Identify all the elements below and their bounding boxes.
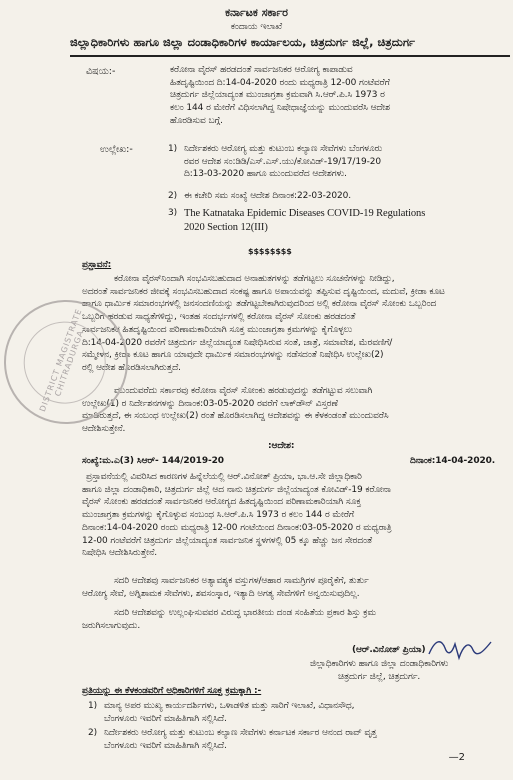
exemption-paragraph: ಸದರಿ ಆದೇಶವು ಸಾರ್ವಜನಿಕರ ಅತ್ಯಾವಶ್ಯಕ ವಸ್ತುಗಳ/ಆಹಾರ ಸಾಮಗ್ರಿಗಳ ಪೂರೈಕೆಗೆ, ತುರ್ತು ಆರೋಗ್ಯ ಸೇವೆ, ಅಗ್ನಿಶಾಮಕ ಸೇವೆಗಳು, ಶವಸಂಸ್ಕಾರ, ಇತ್ಯಾದಿ ಅಗತ್ಯ ಸೇವೆಗಳಿಗೆ ಅನ್ವಯಿಸುವುದಿಲ್ಲ. (82, 576, 369, 599)
preamble-title: ಪ್ರಸ್ತಾವನೆ: (82, 260, 112, 270)
cc-1: ಮಾನ್ಯ ಅಪರ ಮುಖ್ಯ ಕಾರ್ಯದರ್ಶಿಗಳು, ಒಳಾಡಳಿತ ಮತ್ತು ಸಾರಿಗೆ ಇಲಾಖೆ, ವಿಧಾನಸೌಧ, ಬೆಂಗಳೂರು ಇವರಿಗೆ ಮಾಹಿತಿಗಾಗಿ ಸಲ್ಲಿಸಿದೆ. (104, 701, 355, 724)
cc-1-num: 1) (88, 701, 98, 711)
reference-1: ನಿರ್ದೇಶಕರು ಆರೋಗ್ಯ ಮತ್ತು ಕುಟುಂಬ ಕಲ್ಯಾಣ ಸೇವೆಗಳು ಬೆಂಗಳೂರು ರವರ ಆದೇಶ ಸಂ:ಡಿಡಿ/ಎಸ್.ಎಸ್.ಯು/ಕೋವಿಡ್-19/17/19-20 ದಿ:13-03-2020 ಹಾಗೂ ಮುಂದುವರೆದ ಆದೇಶಗಳು. (184, 144, 383, 180)
penalty-paragraph: ಸದರಿ ಆದೇಶವನ್ನು ಉಲ್ಲಂಘಿಸುವವರ ವಿರುದ್ಧ ಭಾರತೀಯ ದಂಡ ಸಂಹಿತೆಯ ಪ್ರಕಾರ ಶಿಸ್ತು ಕ್ರಮ ಜರುಗಿಸಲಾಗುವುದು. (82, 608, 376, 631)
order-body: ಪ್ರಸ್ತಾವನೆಯಲ್ಲಿ ವಿವರಿಸಿದ ಕಾರಣಗಳ ಹಿನ್ನೆಲೆಯಲ್ಲಿ ಆರ್.ವಿನೋತ್ ಪ್ರಿಯಾ, ಭಾ.ಆ.ಸೇ ಜಿಲ್ಲಾಧಿಕಾರಿ ಹಾಗೂ ಜಿಲ್ಲಾ ದಂಡಾಧಿಕಾರಿ, ಚಿತ್ರದುರ್ಗ ಜಿಲ್ಲೆ ಆದ ನಾನು ಚಿತ್ರದುರ್ಗ ಜಿಲ್ಲೆಯಾದ್ಯಂತ ಕೋವಿಡ್-19 ಕರೋನಾ ವೈರಸ್ ಸೋಂಕು ಹರಡದಂತೆ ಸಾರ್ವಜನಿಕರ ಆರೋಗ್ಯದ ಹಿತದೃಷ್ಟಿಯಿಂದ ಪರಿಣಾಮಕಾರಿಯಾಗಿ ಸೂಕ್ತ ಮುಂಜಾಗ್ರತಾ ಕ್ರಮಗಳನ್ನು ಕೈಗೊಳ್ಳುವ ಸಂಬಂಧ ಸಿ.ಆರ್.ಪಿ.ಸಿ 1973 ರ ಕಲಂ 144 ರ ಮೇರೆಗೆ ದಿನಾಂಕ:14-04-2020 ರಂದು ಮಧ್ಯರಾತ್ರಿ 12-00 ಗಂಟೆಯಿಂದ ದಿನಾಂಕ:03-05-2020 ರ ಮಧ್ಯರಾತ್ರಿ 12-00 ಗಂಟೆವರೆಗೆ ಚಿತ್ರದುರ್ಗ ಜಿಲ್ಲೆಯಾದ್ಯಂತ ಸಾರ್ವಜನಿಕ ಸ್ಥಳಗಳಲ್ಲಿ 05 ಕ್ಕೂ ಹೆಚ್ಚು ಜನ ಸೇರದಂತೆ ನಿಷೇಧಿಸಿ ಆದೇಶಿಸಿರುತ್ತೇನೆ. (82, 472, 392, 559)
header-rule (70, 55, 510, 57)
order-date: ದಿನಾಂಕ:14-04-2020. (410, 456, 496, 466)
order-title: :ಆದೇಶ: (268, 441, 295, 451)
signatory-title: ಜಿಲ್ಲಾಧಿಕಾರಿಗಳು ಹಾಗೂ ಜಿಲ್ಲಾ ದಂಡಾಧಿಕಾರಿಗಳು (310, 659, 449, 669)
reference-3-num: 3) (168, 208, 178, 218)
office-heading: ಜಿಲ್ಲಾಧಿಕಾರಿಗಳು ಹಾಗೂ ಜಿಲ್ಲಾ ದಂಡಾಧಿಕಾರಿಗಳ ಕಾರ್ಯಾಲಯ, ಚಿತ್ರದುರ್ಗ ಜಿಲ್ಲೆ, ಚಿತ್ರದುರ್ಗ (70, 35, 416, 49)
cc-2: ನಿರ್ದೇಶಕರು ಆರೋಗ್ಯ ಮತ್ತು ಕುಟುಂಬ ಕಲ್ಯಾಣ ಸೇವೆಗಳು ಕರ್ನಾಟಕ ಸರ್ಕಾರ ಆನಂದ ರಾವ್ ವೃತ್ತ ಬೆಂಗಳೂರು ಇವರಿಗೆ ಮಾಹಿತಿಗಾಗಿ ಸಲ್ಲಿಸಿದೆ. (104, 728, 377, 751)
subject-label: ವಿಷಯ:- (86, 66, 116, 77)
reference-3: The Katnataka Epidemic Diseases COVID-19 Regulations 2020 Section 12(III) (184, 208, 426, 233)
page-number: —2 (448, 752, 465, 763)
signatory-place: ಚಿತ್ರದುರ್ಗ ಜಿಲ್ಲೆ, ಚಿತ್ರದುರ್ಗ. (338, 672, 421, 682)
reference-2: ಈ ಕಚೇರಿ ಸಮ ಸಂಖ್ಯೆ ಆದೇಶ ದಿನಾಂಕ:22-03-2020. (184, 191, 352, 201)
subject-text: ಕರೋನಾ ವೈರಸ್ ಹರಡದಂತೆ ಸಾರ್ವಜನಿಕರ ಆರೋಗ್ಯ ಕಾಪಾಡುವ ಹಿತದೃಷ್ಟಿಯಿಂದ ದಿ:14-04-2020 ರಂದು ಮಧ್ಯರಾತ್ರಿ 12-00 ಗಂಟೆವರೆಗೆ ಚಿತ್ರದುರ್ಗ ಜಿಲ್ಲೆಯಾದ್ಯಂತ ಮುಂಜಾಗ್ರತಾ ಕ್ರಮವಾಗಿ ಸಿ.ಆರ್.ಪಿ.ಸಿ 1973 ರ ಕಲಂ 144 ರ ಮೇರೆಗೆ ವಿಧಿಸಲಾಗಿದ್ದ ನಿಷೇಧಾಜ್ಞೆಯನ್ನು ಮುಂದುವರೆಸಿ ಆದೇಶ ಹೊರಡಿಸುವ ಬಗ್ಗೆ. (170, 65, 390, 126)
continuation-paragraph: ಮುಂದುವರೆದು ಸರ್ಕಾರವು ಕರೋನಾ ವೈರಸ್ ಸೋಂಕು ಹರಡುವುದನ್ನು ತಡೆಗಟ್ಟುವ ಸಲುವಾಗಿ ಉಲ್ಲೇಖ(1) ರ ನಿರ್ದೇಶನಗಳನ್ನು ದಿನಾಂಕ:03-05-2020 ರವರೆಗೆ ಲಾಕ್‌ಡೌನ್ ವಿಸ್ತರಣೆ ಮಾಡಿರುತ್ತದೆ, ಈ ಸಂಬಂಧ ಉಲ್ಲೇಖ(2) ರಂತೆ ಹೊರಡಿಸಲಾಗಿದ್ದ ಆದೇಶವನ್ನು ಈ ಕೆಳಕಂಡಂತೆ ಮುಂದುವರೆಸಿ ಆದೇಶಿಸುತ್ತೇನೆ. (82, 386, 389, 435)
cc-title: ಪ್ರತಿಯನ್ನು ಈ ಕೆಳಕಂಡವರಿಗೆ ಅಧಿಕಾರಿಗಳಿಗೆ ಸೂಕ್ತ ಕ್ರಮಕ್ಕಾಗಿ :- (82, 686, 262, 696)
department-heading: ಕಂದಾಯ ಇಲಾಖೆ (230, 22, 283, 32)
order-number: ಸಂಖ್ಯೆ:ಮ.ಎ(3) ಸಿಆರ್- 144/2019-20 (82, 456, 224, 466)
preamble-body: ಕರೋನಾ ವೈರಸ್‌ನಿಂದಾಗಿ ಸಂಭವಿಸಬಹುದಾದ ಅನಾಹುತಗಳನ್ನು ತಡೆಗಟ್ಟಲು ಸೂಚನೆಗಳನ್ನು ನೀಡಿದ್ದು, ಅದರಂತೆ ಸಾರ್ವಜನಿಕರ ಜೀವಕ್ಕೆ ಸಂಭವಿಸಬಹುದಾದ ಸಂಕಷ್ಟ ಹಾಗೂ ಅಪಾಯವನ್ನು ತಪ್ಪಿಸುವ ದೃಷ್ಟಿಯಿಂದ, ಮದುವೆ, ಕ್ರೀಡಾ ಕೂಟ ಹಾಗೂ ಧಾರ್ಮಿಕ ಸಮಾರಂಭಗಳಲ್ಲಿ ಜನಸಂದಣಿಯನ್ನು ತಡೆಗಟ್ಟಬೇಕಾಗಿರುವುದರಿಂದ ಅಲ್ಲಿ ಕರೋನಾ ವೈರಸ್ ಸೋಂಕು ಒಬ್ಬರಿಂದ ಒಬ್ಬರಿಗೆ ಹರಡುವ ಸಾಧ್ಯತೆಗಳಿದ್ದು, ಇಂತಹ ಸಂದರ್ಭಗಳಲ್ಲಿ ಕರೋನಾ ವೈರಸ್ ಸೋಂಕು ಹರಡದಂತೆ ಸಾರ್ವಜನಿಕರ ಹಿತದೃಷ್ಟಿಯಿಂದ ಪರಿಣಾಮಕಾರಿಯಾಗಿ ಸೂಕ್ತ ಮುಂಜಾಗ್ರತಾ ಕ್ರಮಗಳನ್ನು ಕೈಗೊಳ್ಳಲು ದಿ:14-04-2020 ರವರೆಗೆ ಚಿತ್ರದುರ್ಗ ಜಿಲ್ಲೆಯಾದ್ಯಂತ ನಿಷೇಧಿಸಿರುವ ಸಂತೆ, ಜಾತ್ರೆ, ಸಮಾವೇಶ, ಮೆರವಣಿಗೆ/ ಸಮ್ಮೇಳನ, ಕ್ರೀಡಾ ಕೂಟ ಹಾಗೂ ಯಾವುದೇ ಧಾರ್ಮಿಕ ಸಮಾರಂಭಗಳನ್ನು ನಡೆಸದಂತೆ ನಿಷೇಧಿಸಿ ಉಲ್ಲೇಖ(2) ರಲ್ಲಿ ಆದೇಶ ಹೊರಡಿಸಲಾಗಿರುತ್ತದೆ. (82, 274, 445, 373)
reference-2-num: 2) (168, 191, 178, 201)
state-heading: ಕರ್ನಾಟಕ ಸರ್ಕಾರ (225, 6, 288, 19)
seal-text: DISTRICT MAGISTRATE CHITRADURGA (37, 307, 86, 413)
section-divider: $$$$$$$$ (248, 247, 292, 256)
reference-label: ಉಲ್ಲೇಖ:- (100, 144, 133, 155)
reference-1-num: 1) (168, 144, 178, 154)
signatory-name: (ಆರ್.ವಿನೋತ್ ಪ್ರಿಯಾ) (352, 645, 426, 655)
cc-2-num: 2) (88, 728, 98, 738)
